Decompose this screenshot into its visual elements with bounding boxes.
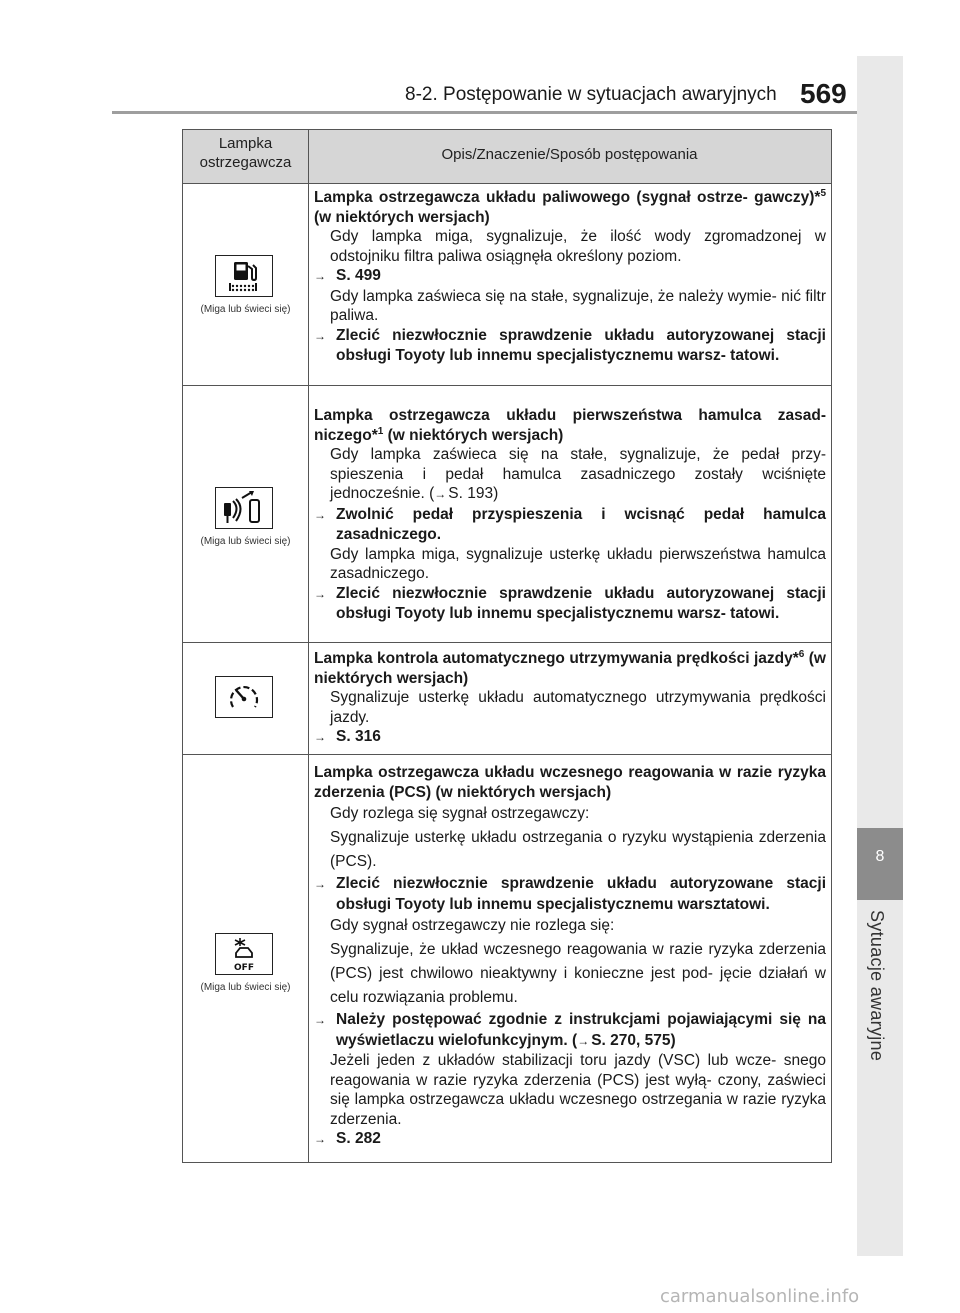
warning-light-cell — [183, 755, 308, 1162]
arrow-icon: → — [314, 1132, 326, 1146]
row-title: Lampka ostrzegawcza układu paliwowego (sygnał ostrze- gawczy)* — [314, 189, 821, 206]
table-row — [183, 386, 831, 642]
description-text: Gdy lampka zaświeca się na stałe, sygnalizuje, że pedał przy- spieszenia i pedał hamulca zasadniczego zostały wciśnięte jednocześnie. ( — [330, 446, 826, 502]
row-title-suffix: (w niektórych wersjach) — [383, 426, 564, 444]
action-text: Zlecić niezwłocznie sprawdzenie układu autoryzowanej stacji obsługi Toyoty lub innemu specjalistycznemu warsz- tatowi. — [336, 584, 826, 622]
table-row — [183, 755, 831, 1162]
row-title: Lampka ostrzegawcza układu wczesnego reagowania w razie ryzyka zderzenia (PCS) (w niektórych wersjach) — [314, 764, 826, 801]
footnote-ref: 1 — [377, 425, 384, 437]
footnote-ref: 6 — [798, 648, 805, 660]
page-reference[interactable]: S. 282 — [336, 1130, 381, 1147]
action-text: Należy postępować zgodnie z instrukcjami pojawiającymi się na wyświetlaczu wielofunkcyjnym. ( — [336, 1011, 826, 1049]
chapter-number: 8 — [875, 848, 885, 865]
arrow-icon: → — [314, 269, 326, 283]
arrow-icon: → — [314, 586, 326, 601]
arrow-icon: → — [314, 730, 326, 744]
description-text: Gdy lampka zaświeca się na stałe, sygnalizuje, że należy wymie- nić filtr paliwa. — [330, 287, 826, 324]
pcs-off-icon — [215, 933, 273, 975]
description-text: Sygnalizuje usterkę układu automatycznego utrzymywania prędkości jazdy. — [330, 689, 826, 726]
table-row — [183, 643, 831, 754]
arrow-icon: → — [314, 507, 326, 522]
description-text: Jeżeli jeden z układów stabilizacji toru jazdy (VSC) lub wcze- snego reagowania w razie ryzyka zderzenia (PCS) jest wyłą- czony, zaświeci się lampka ostrzegawcza układu wczesnego ostrzegania w razie ryzyka zderzenia. — [330, 1052, 826, 1128]
page-reference[interactable]: S. 499 — [336, 267, 381, 284]
column-header-warning-light: Lampka ostrzegawcza — [199, 135, 292, 171]
cruise-control-icon — [215, 676, 273, 718]
chapter-label: Sytuacje awaryjne — [867, 910, 887, 1062]
warning-light-cell — [183, 643, 308, 754]
description-cell — [314, 188, 826, 366]
description-text: Gdy sygnał ostrzegawczy nie rozlega się: — [330, 917, 615, 934]
footnote-ref: 5 — [820, 187, 826, 199]
description-text: Gdy lampka miga, sygnalizuje usterkę układu pierwszeństwa hamulca zasadniczego. — [330, 545, 826, 582]
action-text: Zlecić niezwłocznie sprawdzenie układu autoryzowane stacji obsługi Toyoty lub innemu specjalistycznemu warsztatowi. — [336, 875, 826, 913]
row-title: Lampka kontrola automatycznego utrzymywania prędkości jazdy* — [314, 650, 799, 667]
icon-note: (Miga lub świeci się) — [200, 304, 291, 315]
warning-lights-table — [182, 129, 832, 1163]
action-text: Zwolnić pedał przyspieszenia i wcisnąć pedał hamulca zasadniczego. — [336, 505, 826, 543]
arrow-icon: → — [314, 328, 326, 343]
description-text: Gdy lampka miga, sygnalizuje, że ilość wody zgromadzonej w odstojniku filtra paliwa osiągnęła określony poziom. — [330, 228, 826, 265]
warning-light-cell — [183, 386, 308, 642]
arrow-icon: → — [434, 487, 447, 501]
arrow-icon: → — [314, 1013, 326, 1027]
arrow-icon: → — [577, 1033, 590, 1048]
table-row — [183, 184, 831, 385]
row-title: Lampka ostrzegawcza układu pierwszeństwa hamulca zasad- niczego* — [314, 407, 826, 444]
row-title-suffix: (w niektórych wersjach) — [314, 208, 490, 226]
chapter-side-strip — [857, 56, 903, 1256]
icon-label: OFF — [234, 963, 254, 973]
page-reference[interactable]: S. 316 — [336, 728, 381, 745]
description-text: Gdy rozlega się sygnał ostrzegawczy: — [330, 805, 590, 822]
column-header-description: Opis/Znaczenie/Sposób postępowania — [441, 146, 698, 163]
description-text: Sygnalizuje usterkę układu ostrzegania o ryzyku wystąpienia zderzenia (PCS). — [330, 829, 826, 870]
fuel-filter-icon — [215, 255, 273, 297]
page-reference[interactable]: S. 193) — [448, 485, 499, 502]
arrow-icon: → — [314, 877, 326, 891]
description-cell — [314, 763, 826, 1150]
section-title: 8-2. Postępowanie w sytuacjach awaryjnych — [405, 84, 777, 105]
icon-note: (Miga lub świeci się) — [200, 982, 291, 993]
table-header — [183, 130, 831, 184]
brake-override-icon — [215, 487, 273, 529]
icon-note: (Miga lub świeci się) — [200, 536, 291, 547]
description-cell — [314, 649, 826, 748]
warning-light-cell — [183, 184, 308, 385]
header-divider — [112, 111, 857, 114]
description-text: Sygnalizuje, że układ wczesnego reagowania w razie ryzyka zderzenia (PCS) jest chwilowo nieaktywny i konieczne jest pod- jęcie działań w celu rozwiązania problemu. — [330, 941, 826, 1006]
description-cell — [314, 406, 826, 624]
page-reference[interactable]: S. 270, 575) — [591, 1031, 676, 1049]
page-number: 569 — [800, 78, 847, 109]
action-text: Zlecić niezwłocznie sprawdzenie układu autoryzowanej stacji obsługi Toyoty lub innemu specjalistycznemu warsz- tatowi. — [336, 326, 826, 364]
footer-watermark: carmanualsonline.info — [660, 1286, 860, 1307]
row-title-suffix: (w niektórych wersjach) — [314, 650, 826, 687]
